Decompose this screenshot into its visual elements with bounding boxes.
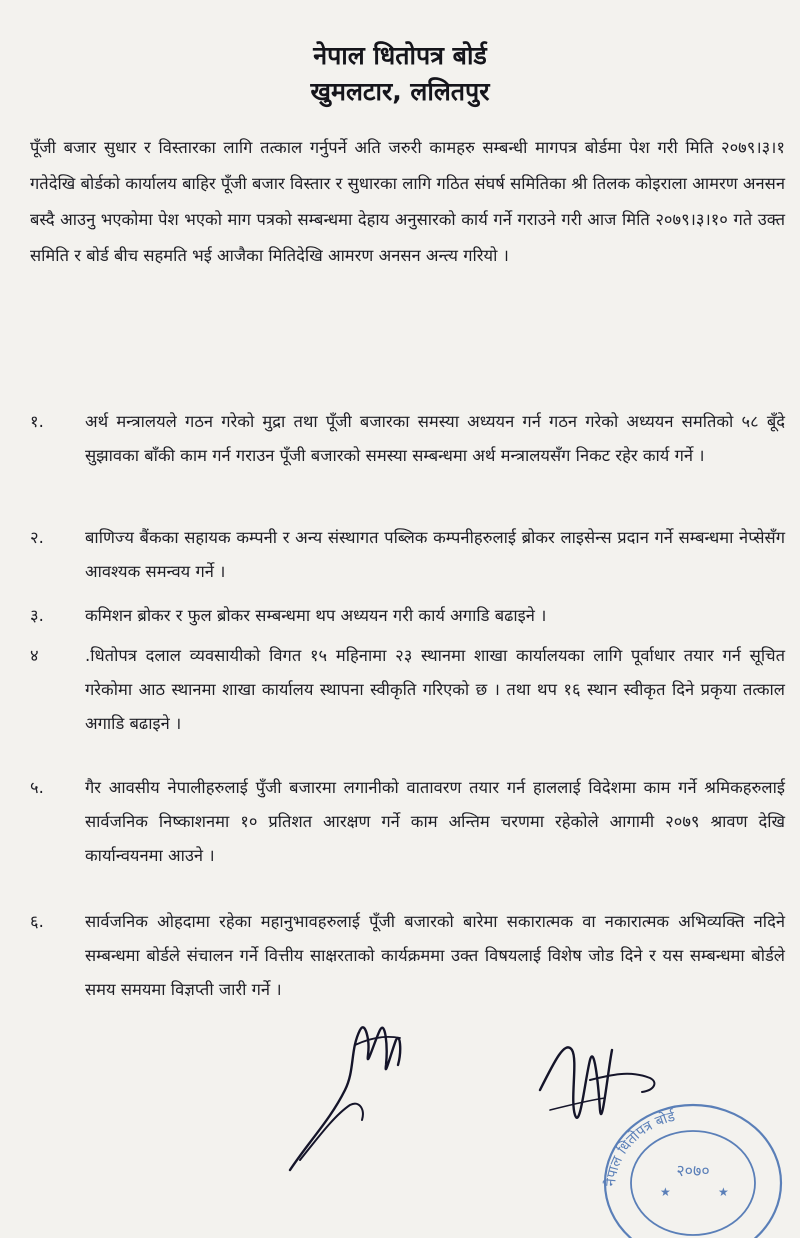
item-number: २. bbox=[30, 528, 44, 547]
item-number: ३. bbox=[30, 606, 44, 625]
seal-star-icon: ★ bbox=[660, 1185, 671, 1199]
item-text: अर्थ मन्त्रालयले गठन गरेको मुद्रा तथा पूँजी बजारका समस्या अध्ययन गर्न गठन गरेको अध्ययन समतिको ५८ बूँदे सुझावका बाँकी काम गर्न गराउन पूँजी बजारको समस्या सम्बन्धमा अर्थ मन्त्रालयसँग निकट रहेर कार्य गर्ने । bbox=[85, 412, 785, 465]
organization-name: नेपाल धितोपत्र बोर्ड bbox=[313, 41, 487, 70]
organization-address: खुमलटार, ललितपुर bbox=[310, 77, 490, 106]
letterhead bbox=[0, 38, 800, 110]
seal-ring-text: नेपाल धितोपत्र बोर्ड bbox=[602, 1108, 677, 1187]
intro-paragraph: पूँजी बजार सुधार र विस्तारका लागि तत्काल गर्नुपर्ने अति जरुरी कामहरु सम्बन्धी मागपत्र बोर्डमा पेश गरी मिति २०७९।३।१ गतेदेखि बोर्डको कार्यालय बाहिर पूँजी बजार विस्तार र सुधारका लागि गठित संघर्ष समितिका श्री तिलक कोइराला आमरण अनसन बस्दै आउनु भएकोमा पेश भएको माग पत्रको सम्बन्धमा देहाय अनुसारको कार्य गर्ने गराउने गरी आज मिति २०७९।३।१० गते उक्त समिति र बोर्ड बीच सहमति भई आजैका मितिदेखि आमरण अनसन अन्त्य गरियो । bbox=[30, 138, 785, 265]
seal-star-icon: ★ bbox=[718, 1185, 729, 1199]
item-text: .धितोपत्र दलाल व्यवसायीको विगत १५ महिनामा २३ स्थानमा शाखा कार्यालयका लागि पूर्वाधार तयार गर्न सूचित गरेकोमा आठ स्थानमा शाखा कार्यालय स्थापना स्वीकृति गरिएको छ । तथा थप १६ स्थान स्वीकृत दिने प्रकृया तत्काल अगाडि बढाइने । bbox=[85, 646, 785, 733]
item-text: बाणिज्य बैंकका सहायक कम्पनी र अन्य संस्थागत पब्लिक कम्पनीहरुलाई ब्रोकर लाइसेन्स प्रदान गर्ने सम्बन्धमा नेप्सेसँग आवश्यक समन्वय गर्ने । bbox=[85, 528, 785, 581]
item-text: कमिशन ब्रोकर र फुल ब्रोकर सम्बन्धमा थप अध्ययन गरी कार्य अगाडि बढाइने । bbox=[85, 606, 547, 625]
item-number: १. bbox=[30, 412, 44, 431]
item-text: सार्वजनिक ओहदामा रहेका महानुभावहरुलाई पूँजी बजारको बारेमा सकारात्मक वा नकारात्मक अभिव्यक्ति नदिने सम्बन्धमा बोर्डले संचालन गर्ने वित्तीय साक्षरताको कार्यक्रममा उक्त विषयलाई विशेष जोड दिने र यस सम्बन्धमा बोर्डले समय समयमा विज्ञप्ती जारी गर्ने । bbox=[85, 912, 785, 999]
official-seal-stamp bbox=[598, 1088, 788, 1238]
item-number: ६. bbox=[30, 912, 44, 931]
signature-left bbox=[270, 1010, 410, 1180]
item-number: ५. bbox=[30, 778, 44, 797]
seal-center-text: २०७० bbox=[676, 1161, 710, 1180]
item-number: ४ bbox=[30, 646, 39, 665]
item-text: गैर आवसीय नेपालीहरुलाई पुँजी बजारमा लगानीको वातावरण तयार गर्न हाललाई विदेशमा काम गर्ने श्रमिकहरुलाई सार्वजनिक निष्काशनमा १० प्रतिशत आरक्षण गर्ने काम अन्तिम चरणमा रहेकोले आगामी २०७९ श्रावण देखि कार्यान्वयनमा आउने । bbox=[85, 778, 785, 865]
